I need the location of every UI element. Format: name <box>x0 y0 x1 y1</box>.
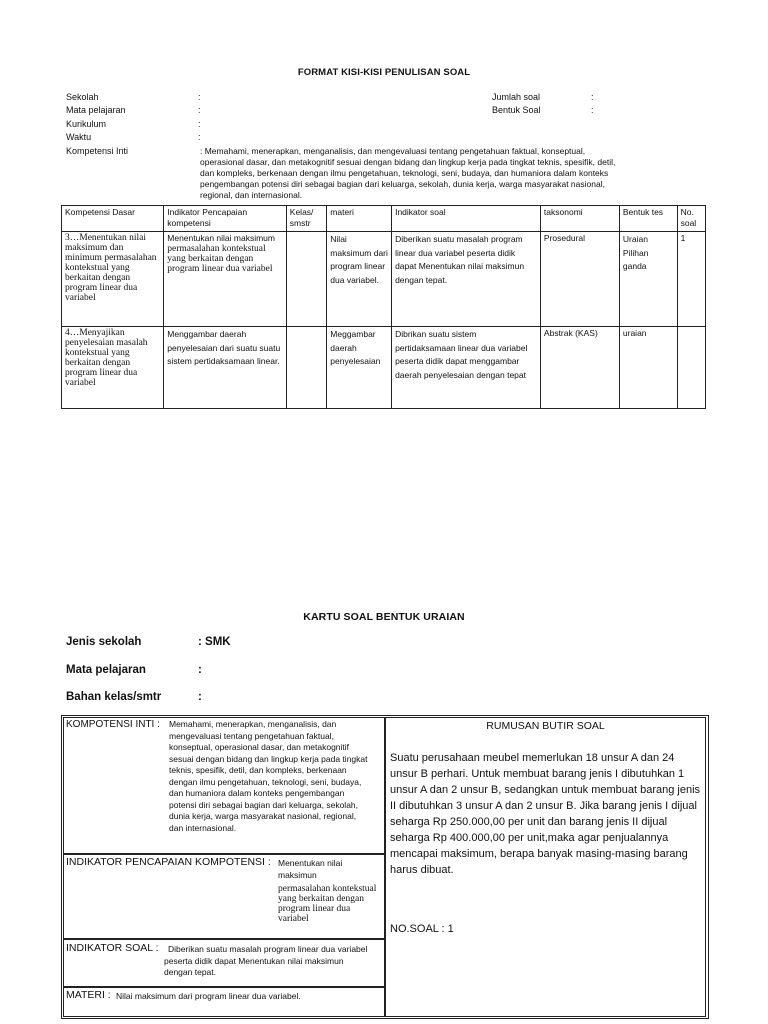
field-jumlah-soal-label: Jumlah soal <box>492 92 541 102</box>
table-header-row <box>62 206 706 232</box>
cell-no <box>677 327 705 409</box>
header-materi: materi <box>327 206 392 232</box>
no-soal: NO.SOAL : 1 <box>390 923 454 935</box>
ki-line: : Memahami, menerapkan, menganalisis, dan mengevaluasi tentang pengetahuan faktual, konseptual, <box>200 146 586 156</box>
ki-line: operasional dasar, dan metakognitif sesuai dengan bidang dan lingkup kerja pada tingkat teknis, spesifik, detil, <box>200 157 616 167</box>
rumusan-text: Suatu perusahaan meubel memerlukan 18 unsur A dan 24 unsur B perhari. Untuk membuat barang jenis I dibutuhkan 1 unsur A dan 2 unsur B, sedangkan untuk membuat barang jenis II dibutuhkan 3 unsur A dan 2 unsur B. Jika barang jenis I dijual seharga Rp 250.000,00 per unit dan barang jenis II dijual seharga Rp 400.000,00 per unit,maka agar penjualannya mencapai maksimum, berapa banyak masing-masing barang harus dibuat. <box>390 752 701 876</box>
cell-bentuk: uraian <box>619 327 677 409</box>
ipk-box <box>63 854 385 939</box>
cell-kelas <box>286 327 327 409</box>
kompetensi-inti-label: Kompetensi Inti <box>66 146 129 156</box>
field-kurikulum-label: Kurikulum <box>66 119 107 129</box>
header-kelas: Kelas/ smstr <box>286 206 327 232</box>
materi-label: MATERI : <box>66 989 111 1001</box>
cell-indikator-soal: Diberikan suatu masalah program linear dua variabel peserta didik dapat Menentukan nilai maksimun dengan tepat. <box>392 232 541 327</box>
cell-ipk: Menggambar daerah penyelesaian dari suatu suatu sistem pertidaksamaan linear. <box>164 327 287 409</box>
field-waktu-colon: : <box>198 132 201 142</box>
cell-kelas <box>286 232 327 327</box>
table-row <box>62 327 706 409</box>
header-taksonomi: taksonomi <box>540 206 619 232</box>
field-bentuk-soal-label: Bentuk Soal <box>492 105 541 115</box>
cell-indikator-soal: Dibrikan suatu sistem pertidaksamaan linear dua variabel peserta didik dapat menggambar daerah penyelesaian dengan tepat <box>392 327 541 409</box>
cell-ipk <box>164 232 287 327</box>
is-text: Diberikan suatu masalah program linear dua variabel peserta didik dapat Menentukan nilai maksimun dengan tepat. <box>164 944 368 977</box>
cell-kd <box>62 232 164 327</box>
header-ipk: Indikator Pencapaian kompetensi <box>164 206 287 232</box>
mata-pelajaran-label: Mata pelajaran <box>66 664 146 676</box>
ipk-text-a: Menentukan nilai maksimum <box>167 233 275 243</box>
rumusan-title: RUMUSAN BUTIR SOAL <box>486 720 605 732</box>
header-kd: Kompetensi Dasar <box>62 206 164 232</box>
field-mapel-label: Mata pelajaran <box>66 105 126 115</box>
field-jumlah-soal-colon: : <box>591 92 594 102</box>
cell-materi: Nilai maksimum dari program linear dua variabel. <box>327 232 392 327</box>
ki-line: pengembangan potensi diri sebagai bagian dari keluarga, sekolah, dunia kerja, warga masyarakat nasional, <box>200 179 605 189</box>
field-sekolah-label: Sekolah <box>66 92 99 102</box>
ki-line: regional, dan internasional. <box>200 190 303 200</box>
cell-materi: Meggambar daerah penyelesaian <box>327 327 392 409</box>
field-bentuk-soal-colon: : <box>591 105 594 115</box>
cell-taksonomi: Prosedural <box>540 232 619 327</box>
ipk-label: INDIKATOR PENCAPAIAN KOMPOTENSI : <box>66 856 271 868</box>
header-no: No. soal <box>677 206 705 232</box>
is-label: INDIKATOR SOAL : <box>66 942 159 954</box>
kd-text: 4…Menyajikan penyelesaian masalah kontekstual yang berkaitan dengan program linear dua variabel <box>65 328 148 388</box>
jenis-sekolah-value: : SMK <box>198 636 231 648</box>
header-bentuk: Bentuk tes <box>619 206 677 232</box>
ipk-text-b: permasalahan kontekstual yang berkaitan dengan program linear dua variabel <box>278 884 377 924</box>
ipk-text-b: permasalahan kontekstual yang berkaitan dengan program linear dua variabel <box>167 244 273 274</box>
table-row <box>62 232 706 327</box>
rumusan-box <box>385 717 706 1017</box>
ipk-text-a: Menentukan nilai maksimun <box>278 858 343 880</box>
kd-text: 3…Menentukan nilai maksimum dan minimum permasalahan kontekstual yang berkaitan dengan program linear dua variabel <box>65 233 157 303</box>
cell-bentuk: Uraian Pilihan ganda <box>619 232 677 327</box>
ki-line: dan kompleks, berkenaan dengan ilmu pengetahuan, teknologi, seni, budaya, dan humaniora dalam konteks <box>200 168 609 178</box>
header-indikator-soal: Indikator soal <box>392 206 541 232</box>
kisi-title: FORMAT KISI-KISI PENULISAN SOAL <box>297 67 471 78</box>
field-sekolah-colon: : <box>198 92 201 102</box>
indikator-soal-box <box>63 939 385 987</box>
field-mapel-colon: : <box>198 105 201 115</box>
kartu-title: KARTU SOAL BENTUK URAIAN <box>303 611 465 623</box>
field-kurikulum-colon: : <box>198 119 201 129</box>
cell-taksonomi: Abstrak (KAS) <box>540 327 619 409</box>
kisi-table <box>61 205 706 409</box>
cell-kd <box>62 327 164 409</box>
mata-pelajaran-value: : <box>198 664 202 676</box>
bahan-kelas-label: Bahan kelas/smtr <box>66 691 162 703</box>
ki-text: Memahami, menerapkan, menganalisis, dan mengevaluasi tentang pengetahuan faktual, konseptual, operasional dasar, dan metakognitif sesuai dengan bidang dan lingkup kerja pada tingkat teknis, spesifik, detil, dan kompleks, berkenaan dengan ilmu pengetahuan, teknologi, seni, budaya, dan humaniora dalam konteks pengembangan potensi diri sebagai bagian dari keluarga, sekolah, dunia kerja, warga masyarakat nasional, regional, dan internasional. <box>169 719 368 833</box>
jenis-sekolah-label: Jenis sekolah <box>66 636 142 648</box>
kompetensi-inti-text <box>200 146 710 201</box>
ki-box <box>63 717 385 854</box>
bahan-kelas-value: : <box>198 691 202 703</box>
field-waktu-label: Waktu <box>66 132 92 142</box>
cell-no: 1 <box>677 232 705 327</box>
materi-text: Nilai maksimum dari program linear dua variabel. <box>116 991 301 1001</box>
materi-box <box>63 987 385 1017</box>
ki-label: KOMPOTENSI INTI : <box>66 719 160 730</box>
